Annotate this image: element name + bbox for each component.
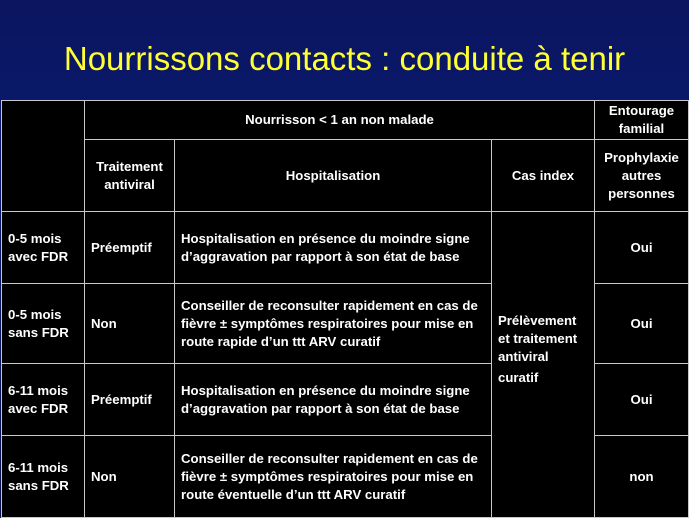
cas-index-cell xyxy=(492,212,595,518)
row-traitement: Préemptif xyxy=(85,212,175,284)
row-prophylaxie: Oui xyxy=(595,364,689,436)
slide-title: Nourrissons contacts : conduite à tenir xyxy=(63,40,626,77)
row-traitement: Préemptif xyxy=(85,364,175,436)
row-prophylaxie: non xyxy=(595,436,689,518)
row-group: 0-5 mois avec FDR xyxy=(2,212,85,284)
row-traitement: Non xyxy=(85,436,175,518)
cas-index-text-2: curatif xyxy=(498,370,539,385)
row-group: 0-5 mois sans FDR xyxy=(2,284,85,364)
row-hospitalisation: Conseiller de reconsulter rapidement en cas de fièvre ± symptômes respiratoires pour mise en route éventuelle d’un ttt ARV curatif xyxy=(175,436,492,518)
row-hospitalisation: Hospitalisation en présence du moindre signe d’aggravation par rapport à son état de base xyxy=(175,212,492,284)
header-row-groups xyxy=(2,101,689,140)
row-prophylaxie: Oui xyxy=(595,212,689,284)
header-hospitalisation: Hospitalisation xyxy=(175,140,492,212)
header-group-entourage: Entourage familial xyxy=(595,101,689,140)
header-row-columns xyxy=(2,140,689,212)
table-row xyxy=(2,212,689,284)
header-group-nourrisson: Nourrisson < 1 an non malade xyxy=(85,101,595,140)
row-prophylaxie: Oui xyxy=(595,284,689,364)
header-prophylaxie: Prophylaxie autres personnes xyxy=(595,140,689,212)
conduct-table xyxy=(1,100,689,518)
row-group: 6-11 mois sans FDR xyxy=(2,436,85,518)
header-traitement: Traitement antiviral xyxy=(85,140,175,212)
row-traitement: Non xyxy=(85,284,175,364)
corner-cell xyxy=(2,101,85,212)
cas-index-text: Prélèvement et traitement antiviral xyxy=(498,313,578,364)
row-hospitalisation: Hospitalisation en présence du moindre signe d’aggravation par rapport à son état de base xyxy=(175,364,492,436)
row-group: 6-11 mois avec FDR xyxy=(2,364,85,436)
row-hospitalisation: Conseiller de reconsulter rapidement en cas de fièvre ± symptômes respiratoires pour mise en route rapide d’un ttt ARV curatif xyxy=(175,284,492,364)
header-cas-index: Cas index xyxy=(492,140,595,212)
